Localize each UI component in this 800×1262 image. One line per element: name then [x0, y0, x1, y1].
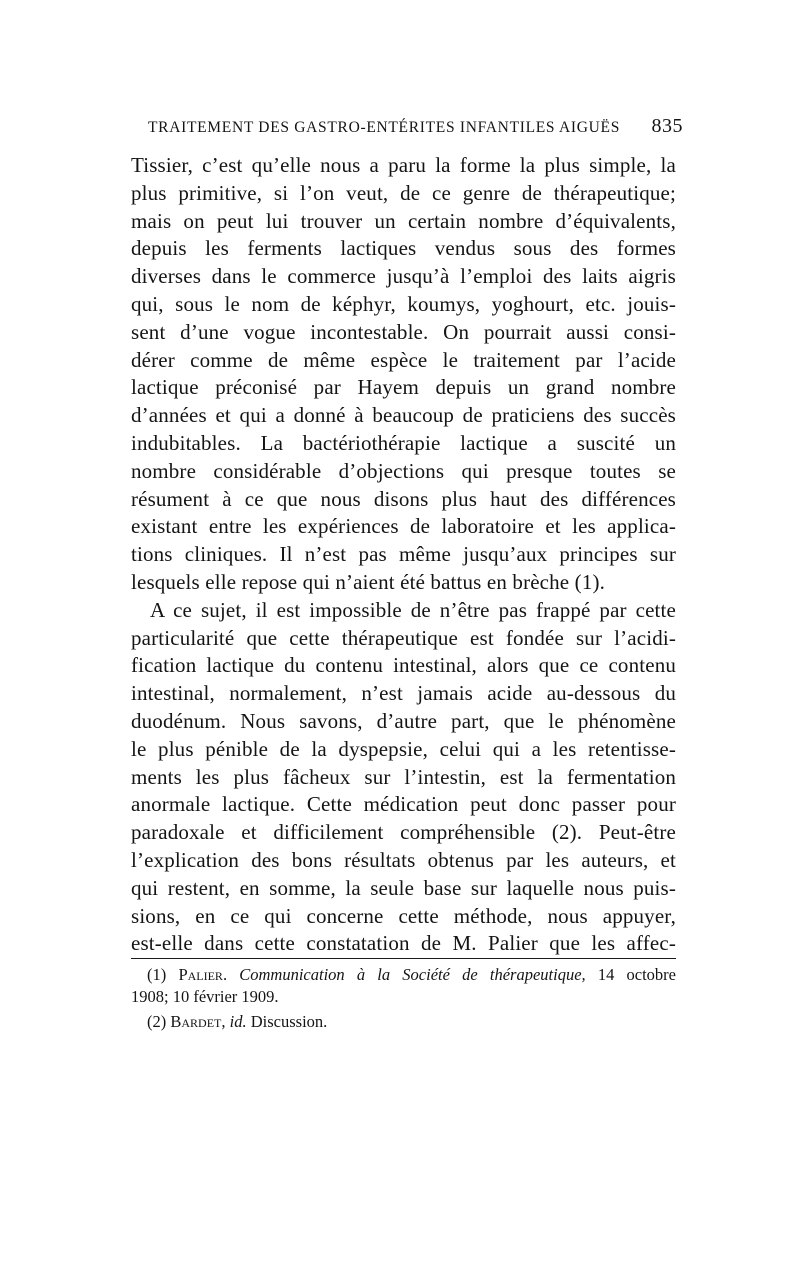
text-line: dérer comme de même espèce le traitement par l’acide [131, 347, 676, 372]
text-line: qui, sous le nom de képhyr, koumys, yoghourt, etc. jouis- [131, 291, 676, 316]
footnote-author: Palier. [178, 965, 228, 984]
text-line: d’années et qui a donné à beaucoup de praticiens des succès [131, 403, 676, 428]
text-line: depuis les ferments lactiques vendus sous des formes [131, 236, 676, 261]
text-line: Tissier, c’est qu’elle nous a paru la forme la plus simple, la [131, 153, 676, 177]
text-line: mais on peut lui trouver un certain nombre d’équivalents, [131, 208, 676, 233]
text-line: l’explication des bons résultats obtenus par les auteurs, et [131, 847, 676, 872]
text-line: intestinal, normalement, n’est jamais acide au-dessous du [131, 681, 676, 706]
text-line: existant entre les expériences de laboratoire et les applica- [131, 514, 676, 539]
footnote-title: Communication à la Société de thérapeutique, [239, 965, 586, 984]
running-head-title: TRAITEMENT DES GASTRO-ENTÉRITES INFANTILES AIGUËS [148, 119, 621, 136]
footnote-date: 1908; 10 février 1909. [131, 987, 279, 1006]
footnote-marker: (2) [147, 1012, 167, 1031]
text-line: particularité que cette thérapeutique est fondée sur l’acidi- [131, 625, 676, 650]
text-line: qui restent, en somme, la seule base sur laquelle nous puis- [131, 875, 676, 900]
page-number: 835 [651, 115, 683, 137]
text-line: fication lactique du contenu intestinal, alors que ce contenu [131, 653, 676, 678]
footnote-text: Discussion. [250, 1012, 328, 1031]
footnote-author: Bardet, [170, 1012, 226, 1031]
text-line: A ce sujet, il est impossible de n’être pas frappé par cette [150, 597, 676, 622]
footnote-ref: id. [229, 1012, 247, 1031]
text-line: paradoxale et difficilement compréhensible (2). Peut-être [131, 820, 676, 845]
text-line: sions, en ce qui concerne cette méthode, nous appuyer, [131, 903, 676, 928]
text-line: tions cliniques. Il n’est pas même jusqu’aux principes sur [131, 542, 676, 567]
body-text [131, 152, 676, 958]
text-line: ments les plus fâcheux sur l’intestin, est la fermentation [131, 764, 676, 789]
text-line: duodénum. Nous savons, d’autre part, que le phénomène [131, 708, 676, 733]
footnote-rule [131, 958, 676, 959]
footnote-1 [131, 964, 676, 986]
footnotes [131, 964, 676, 1033]
text-line: plus primitive, si l’on veut, de ce genre de thérapeutique; [131, 180, 676, 205]
text-line: nombre considérable d’objections qui presque toutes se [131, 458, 676, 483]
text-line: anormale lactique. Cette médication peut donc passer pour [131, 792, 676, 817]
text-line: diverses dans le commerce jusqu’à l’emploi des laits aigris [131, 264, 676, 289]
footnote-2 [131, 1011, 676, 1033]
text-line: lactique préconisé par Hayem depuis un grand nombre [131, 375, 676, 400]
text-line: résument à ce que nous disons plus haut des différences [131, 486, 676, 511]
text-line: est-elle dans cette constatation de M. Palier que les affec- [131, 931, 676, 956]
text-line: lesquels elle repose qui n’aient été battus en brèche (1). [131, 569, 606, 594]
text-line: indubitables. La bactériothérapie lactique a suscité un [131, 430, 676, 455]
footnote-1-continued [131, 986, 676, 1008]
text-line: sent d’une vogue incontestable. On pourrait aussi consi- [131, 319, 676, 344]
text-line: le plus pénible de la dyspepsie, celui qui a les retentisse- [131, 736, 676, 761]
footnote-marker: (1) [147, 965, 167, 984]
footnote-date: 14 octobre [597, 965, 677, 984]
